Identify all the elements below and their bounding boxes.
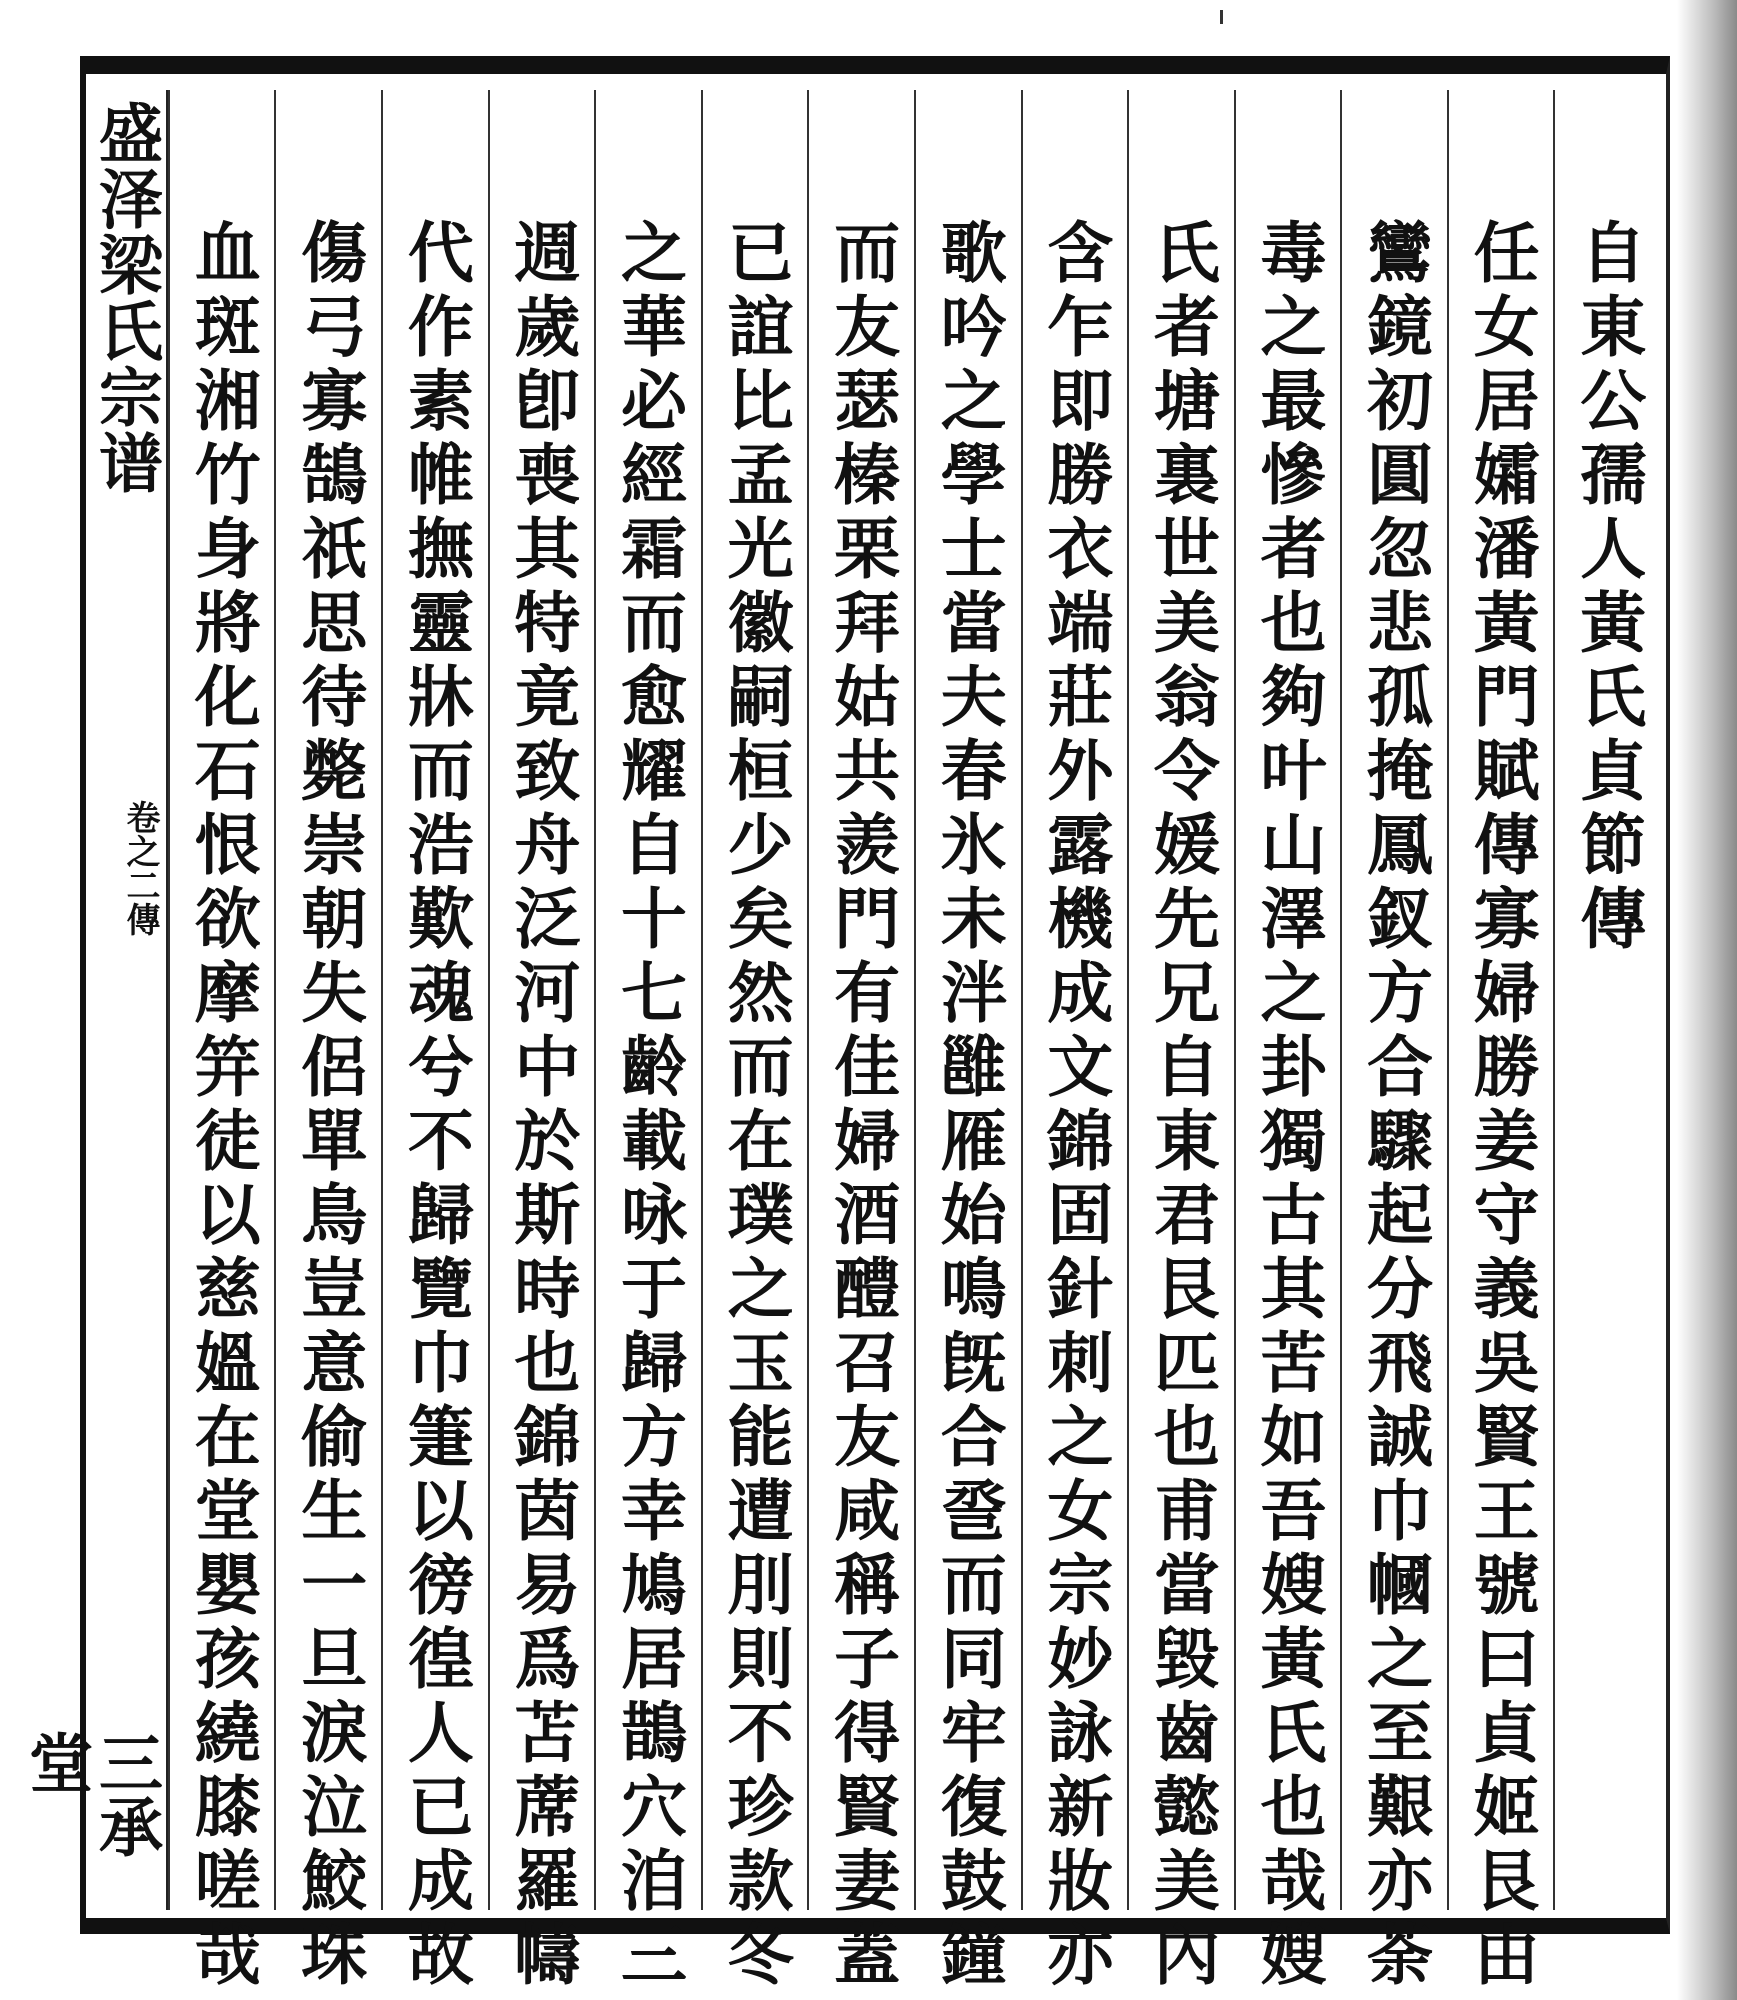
text-column	[1234, 90, 1341, 1994]
text-column	[381, 90, 488, 1994]
text-column	[1127, 90, 1234, 1994]
text-column	[1021, 90, 1128, 1994]
hall-name: 三承堂	[18, 1730, 163, 1858]
column-text: 血斑湘竹身將化石恨欲摩笄徒以慈媼在堂嬰孩繞膝嗟哉	[183, 218, 262, 1994]
genealogy-title: 盛泽梁氏宗谱	[88, 100, 163, 496]
text-column	[1340, 90, 1447, 1994]
column-text: 含乍即勝衣端莊外露機成文錦固針刺之女宗妙詠新妝亦	[1035, 218, 1114, 1994]
volume-number: 卷之二	[120, 800, 160, 902]
column-text: 已誼比孟光徽嗣桓少矣然而在璞之玉能遭刖則不珍款冬	[716, 218, 795, 1994]
volume-label	[116, 800, 165, 936]
column-text: 毒之最慘者也夠叶山澤之卦獨古其苦如吾嫂黃氏也哉嫂	[1248, 218, 1327, 1994]
page-edge-shadow	[1677, 0, 1737, 2000]
text-column	[701, 90, 808, 1994]
column-text: 歌吟之學士當夫春氷未泮雝雁始鳴旣合巹而同牢復鼓鐘	[929, 218, 1008, 1994]
column-text: 代作素帷撫靈牀而浩歎魂兮不歸覽巾箑以徬徨人已成故	[396, 218, 475, 1994]
margin-column	[18, 90, 168, 1910]
text-column	[914, 90, 1021, 1994]
text-columns	[168, 90, 1660, 1994]
text-column	[807, 90, 914, 1994]
biography-title: 自東公孺人黃氏貞節傳	[1568, 218, 1647, 958]
column-text: 鸞鏡初圓忽悲孤掩鳳釵方合驟起分飛誠巾幗之至艱亦荼	[1355, 218, 1434, 1994]
text-column	[1447, 90, 1554, 1994]
text-column	[274, 90, 381, 1994]
column-text: 傷弓寡鵠祇思待斃崇朝失侶單鳥豈意偷生一旦淚泣鮫珠	[289, 218, 368, 1994]
section-label: 傳	[120, 902, 160, 936]
text-column-title	[1553, 90, 1660, 1910]
column-text: 週歲卽喪其特竟致舟泛河中於斯時也錦茵易爲苫蓆羅幬	[502, 218, 581, 1994]
top-tick-mark	[1220, 10, 1223, 24]
text-column	[594, 90, 701, 1994]
column-text: 而友瑟榛栗拜姑共羨門有佳婦酒醴召友咸稱子得賢妻蓋	[822, 218, 901, 1994]
column-text: 任女居孀潘黃門賦傳寡婦勝姜守義吳賢王號曰貞姬艮由	[1462, 218, 1541, 1994]
text-column	[168, 90, 275, 1994]
column-text: 之華必經霜而愈耀自十七齡載咏于歸方幸鳩居鵲穴洎三	[609, 218, 688, 1994]
text-column	[488, 90, 595, 1994]
column-text: 氏者塘裏世美翁令媛先兄自東君艮匹也甫當毀齒懿美內	[1142, 218, 1221, 1994]
